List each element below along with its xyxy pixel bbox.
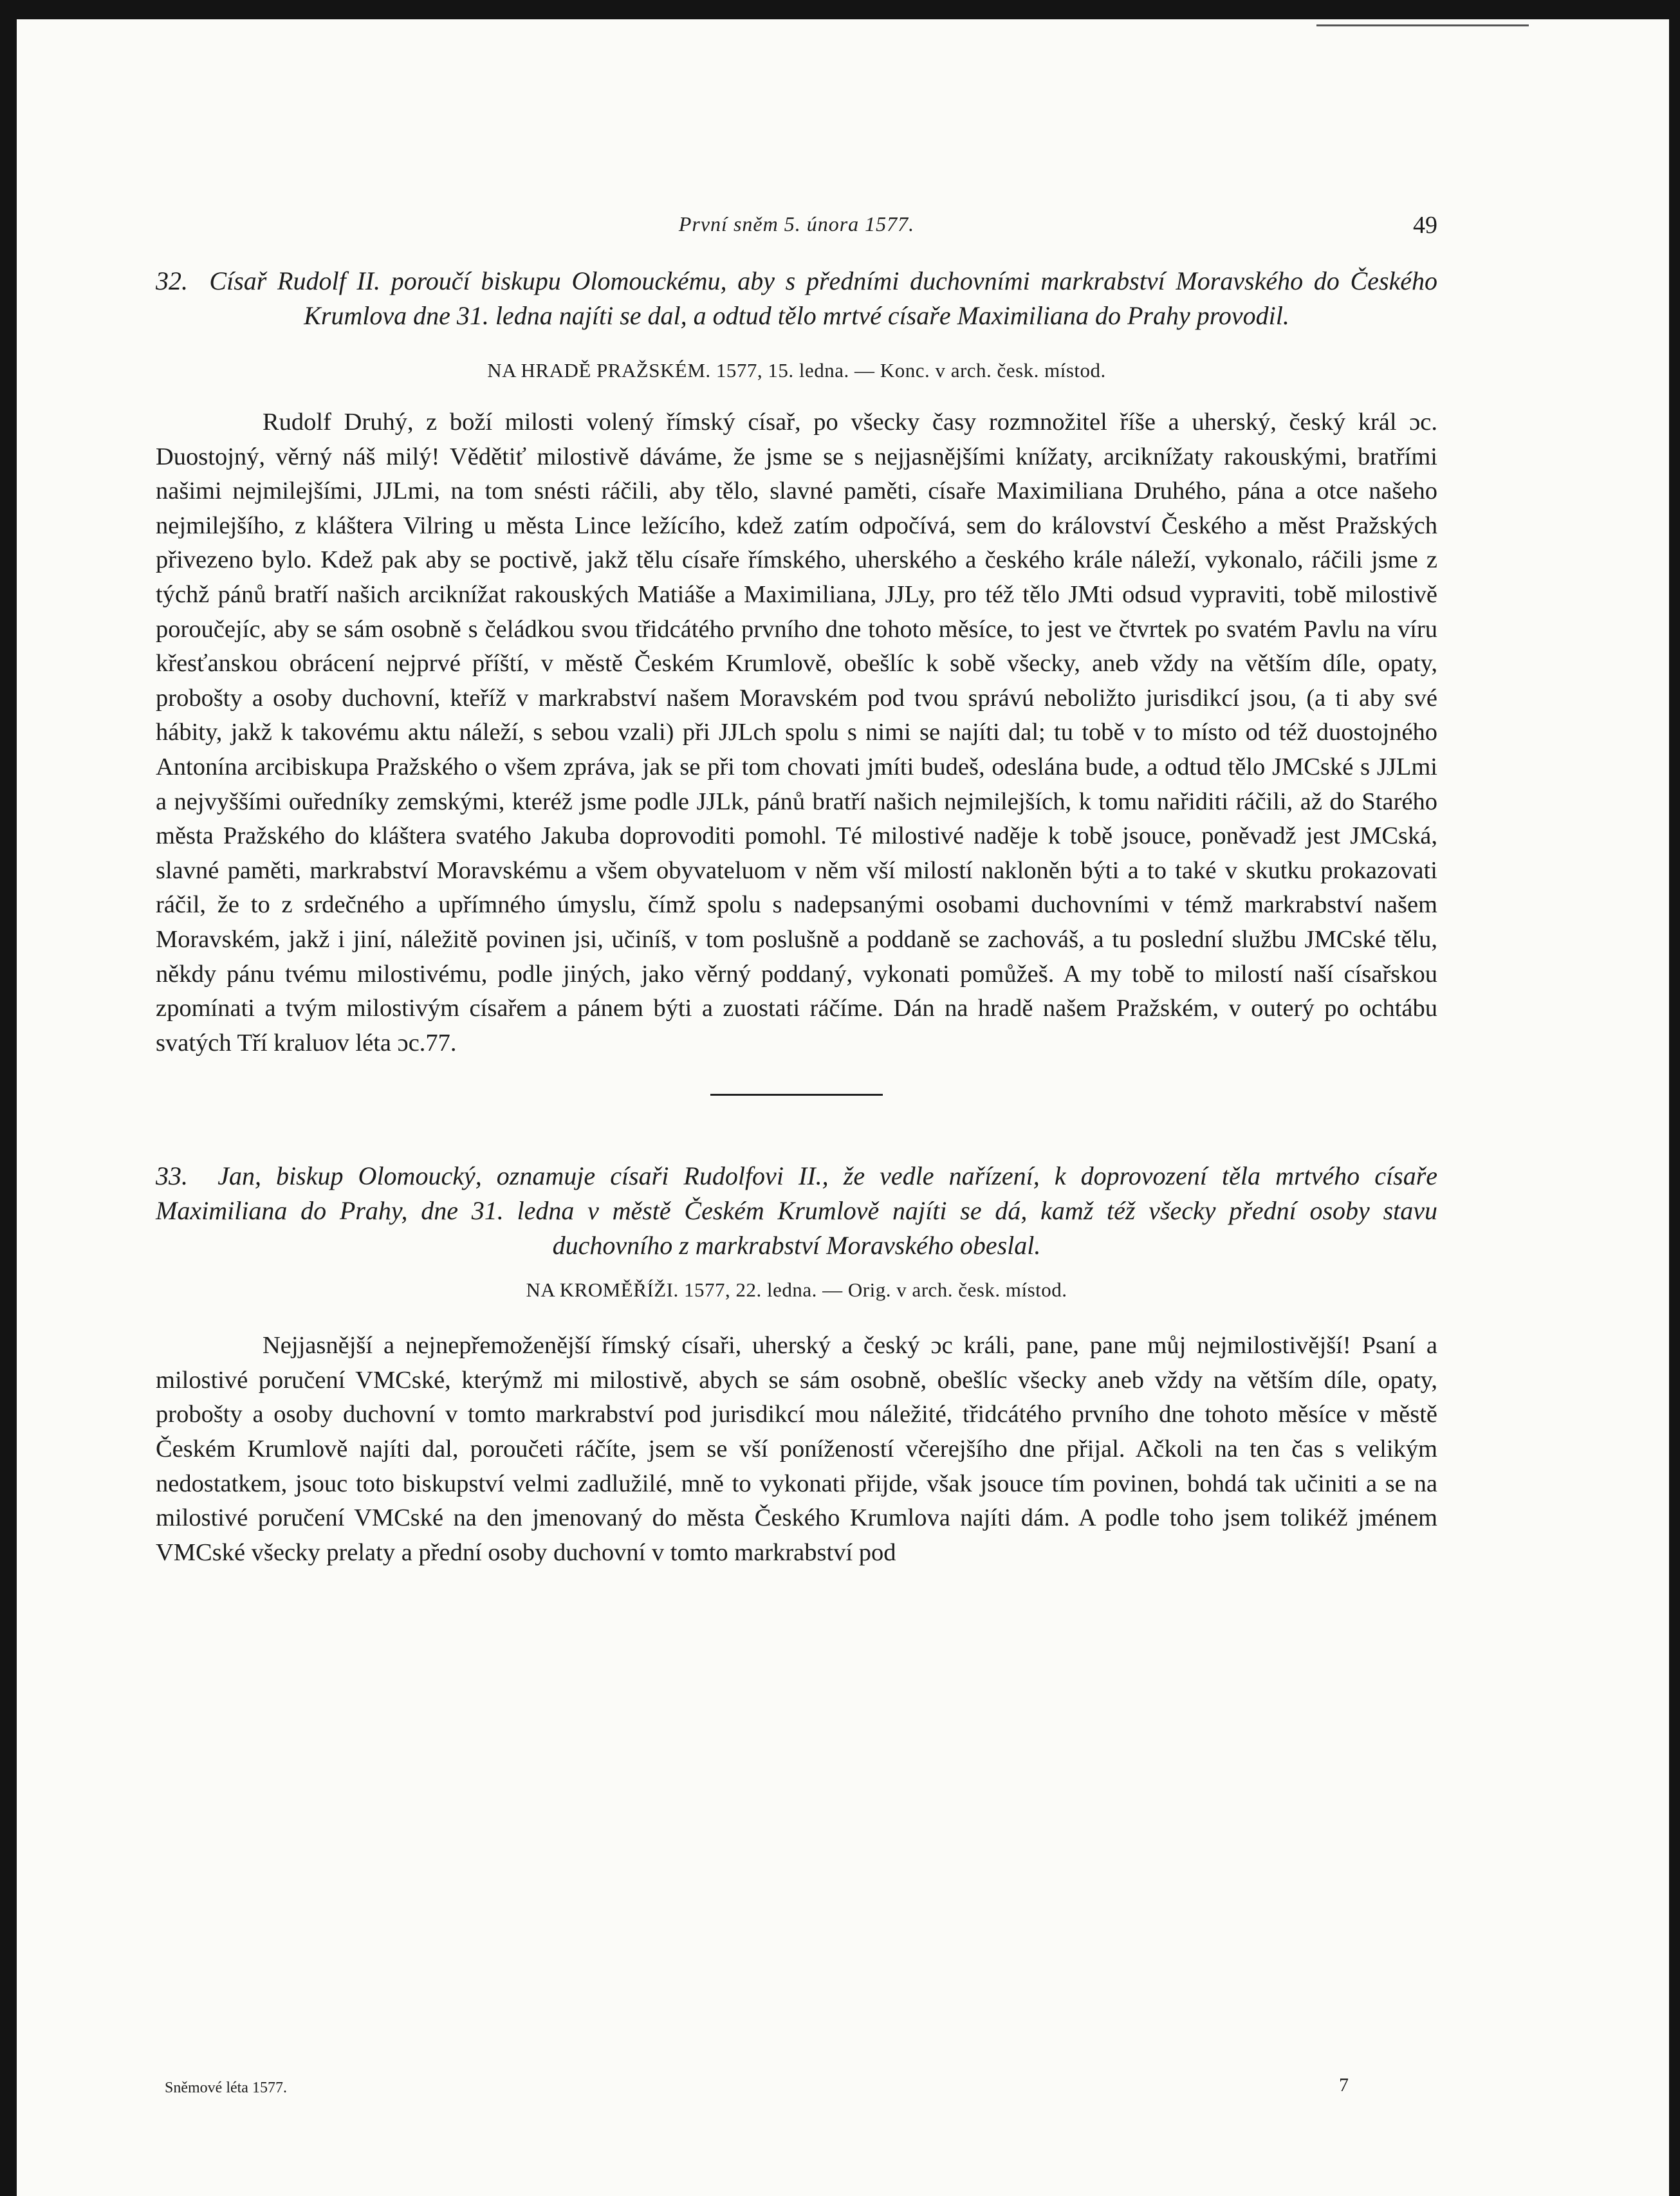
doc33-text: Nejjasnější a nejnepřemoženější římský císaři, uherský a český ɔc králi, pane, pane můj nejmilostivější! Psaní a milostivé poručení VMCské, kterýmž mi milostivě, abych se sám osobně, obešlíc všecky aneb vždy na větším díle, opaty, probošty a osoby duchovní v tomto markrabství pod jurisdikcí mou náležité, třidcátého prvního dne tohoto měsíce v městě Českém Krumlově najíti dal, poroučeti ráčíte, jsem se vší ponížeností včerejšího dne přijal. Ačkoli na ten čas s velikým nedostatkem, jsouc toto biskupství velmi zadlužilé, mně to vykonati přijde, však jsouce tím povinen, bohdá tak učiniti a se na milostivé poručení VMCské na den jmenovaný do města Českého Krumlova najíti dám. A podle toho jsem tolikéž jménem VMCské všecky prelaty a přední osoby duchovní v tomto markrabství pod bbox=[156, 1332, 1437, 1566]
scan-edge-mark bbox=[1316, 24, 1529, 26]
doc32-summary-text: Císař Rudolf II. poroučí biskupu Olomouckému, aby s předními duchovními markrabství Moravského do Českého Krumlova dne 31. ledna najíti se dal, a odtud tělo mrtvé císaře Maximiliana do Prahy provodil. bbox=[209, 266, 1438, 330]
page-number: 49 bbox=[1413, 212, 1437, 239]
doc33-dateline: NA KROMĚŘÍŽI. 1577, 22. ledna. — Orig. v arch. česk. místod. bbox=[526, 1278, 1067, 1302]
doc32-text: Rudolf Druhý, z boží milosti volený římský císař, po všecky časy rozmnožitel říše a uherský, český král ɔc. Duostojný, věrný náš milý! Vědětiť milostivě dáváme, že jsme se s nejjasnějšími knížaty, arciknížaty rakouskými, bratřími našimi nejmilejšími, JJLmi, na tom snésti ráčili, aby tělo, slavné paměti, císaře Maximiliana Druhého, pána a otce našeho nejmilejšího, z kláštera Vilring u města Lince ležícího, kdež zatím odpočívá, sem do království Českého a měst Pražských přivezeno bylo. Kdež pak aby se poctivě, jakž tělu císaře římského, uherského a českého krále náleží, vykonalo, ráčili jsme z týchž pánů bratří našich arciknížat rakouských Matiáše a Maximiliana, JJLy, pro též tělo JMti odsud vypraviti, tobě milostivě poroučejíc, aby se sám osobně s čeládkou svou třidcátého prvního dne tohoto měsíce, to jest ve čtvrtek po svatém Pavlu na víru křesťanskou obrácení nejprvé příští, v městě Českém Krumlově, obešlíc k sobě všecky, aneb vždy na větším díle, opaty, probošty a osoby duchovní, kteříž v markrabství našem Moravském pod tvou správú neboližto jurisdikcí jsou, (a ti aby své hábity, jakž k takovému aktu náleží, s sebou vzali) při JJLch spolu s nimi se najíti dal; tu tobě v to místo od též duostojného Antonína arcibiskupa Pražského o všem zpráva, jak se při tom chovati jmíti budeš, odeslána bude, a odtud tělo JMCské s JJLmi a nejvyššími ouředníky zemskými, kteréž jsme podle JJLk, pánů bratří našich nejmilejších, k tomu nařiditi ráčili, až do Starého města Pražského do kláštera svatého Jakuba doprovoditi pomohl. Té milostivé naděje k tobě jsouce, poněvadž jest JMCská, slavné paměti, markrabství Moravskému a všem obyvateluom v něm vší milostí nakloněn býti a to také v skutku prokazovati ráčil, že to z srdečného a upřímného úmyslu, čímž spolu s nadepsanými osobami duchovními v témž markrabství našem Moravském, jakž i jiní, náležitě povinen jsi, učiníš, v tom poslušně a poddaně se zachováš, a tu poslední službu JMCské tělu, někdy pánu tvému milostivému, podle jiných, jako věrný poddaný, vykonati pomůžeš. A my tobě to milostí naší císařskou zpomínati a tvým milostivým císařem a pánem býti a zuostati ráčíme. Dán na hradě našem Pražském, v outerý po ochtábu svatých Tří kraluov léta ɔc.77. bbox=[156, 409, 1437, 1056]
page-content bbox=[156, 193, 1437, 1570]
doc32-number: 32. bbox=[156, 266, 188, 295]
running-head bbox=[156, 193, 1437, 238]
running-title: První sněm 5. února 1577. bbox=[678, 212, 915, 235]
footer-sheet-number: 7 bbox=[1339, 2074, 1349, 2096]
doc32-dateline: NA HRADĚ PRAŽSKÉM. 1577, 15. ledna. — Konc. v arch. česk. místod. bbox=[487, 359, 1106, 382]
doc33-summary bbox=[156, 1159, 1437, 1263]
footer-signature: Sněmové léta 1577. bbox=[165, 2080, 287, 2096]
doc33-summary-text: Jan, biskup Olomoucký, oznamuje císaři Rudolfovi II., že vedle nařízení, k doprovození těla mrtvého císaře Maximiliana do Prahy, dne 31. ledna v městě Českém Krumlově najíti se dá, kamž též všecky přední osoby stavu duchovního z markrabství Moravského obeslal. bbox=[156, 1161, 1438, 1260]
doc33-number: 33. bbox=[156, 1161, 188, 1191]
doc32-summary bbox=[156, 264, 1437, 333]
section-divider bbox=[710, 1094, 883, 1096]
